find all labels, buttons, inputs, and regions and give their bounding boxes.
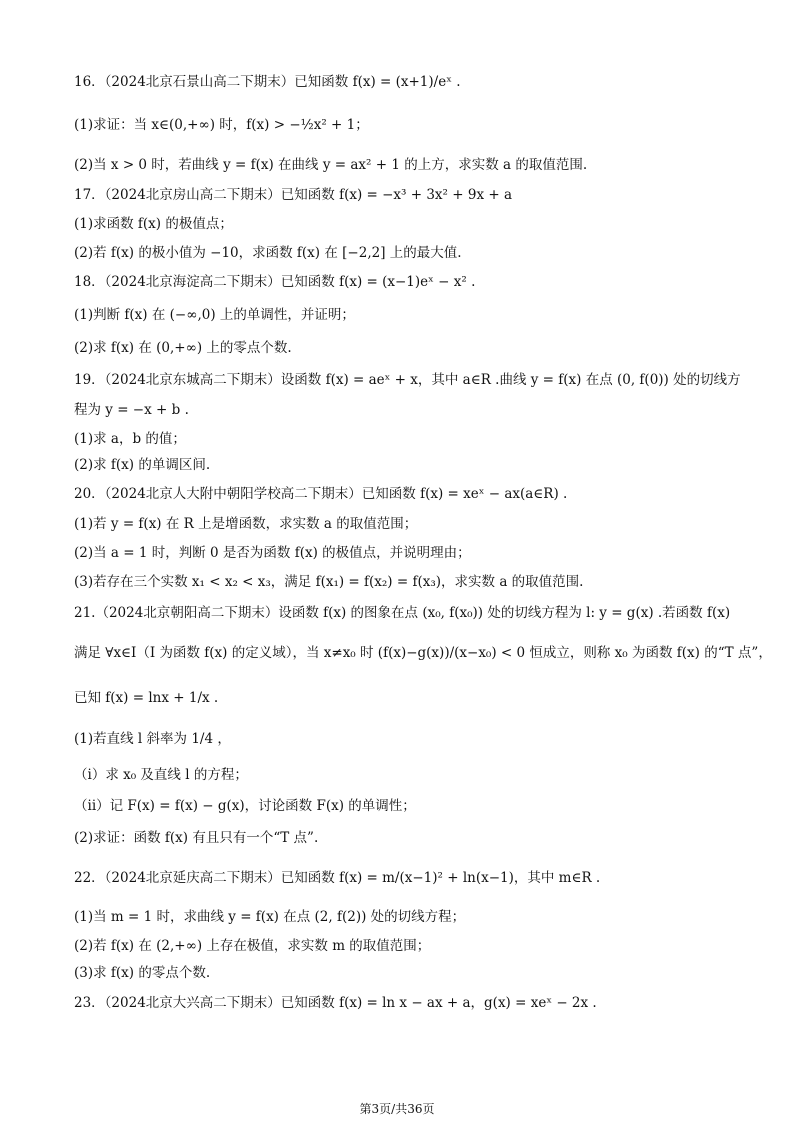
line-24: (2)求证：函数 f(x) 有且只有一个“T 点”.	[74, 830, 319, 846]
line-10: 19．（2024北京东城高二下期末）设函数 f(x) = aeˣ + x，其中 a∈R .曲线 y = f(x) 在点 (0, f(0)) 处的切线方	[74, 372, 741, 388]
line-5: (1)求函数 f(x) 的极值点；	[74, 216, 233, 232]
line-22: （i）求 x₀ 及直线 l 的方程；	[74, 767, 248, 783]
line-14: 20．（2024北京人大附中朝阳学校高二下期末）已知函数 f(x) = xeˣ − ax(a∈R) .	[74, 486, 568, 502]
line-15: (1)若 y = f(x) 在 R 上是增函数，求实数 a 的取值范围；	[74, 516, 418, 532]
line-27: (2)若 f(x) 在 (2,+∞) 上存在极值，求实数 m 的取值范围；	[74, 938, 431, 954]
line-16: (2)当 a = 1 时，判断 0 是否为函数 f(x) 的极值点，并说明理由；	[74, 545, 471, 561]
line-25: 22．（2024北京延庆高二下期末）已知函数 f(x) = m/(x−1)² + ln(x−1)，其中 m∈R .	[74, 870, 601, 886]
line-2: (1)求证：当 x∈(0,+∞) 时，f(x) > −½x² + 1；	[74, 117, 369, 133]
line-6: (2)若 f(x) 的极小值为 −10，求函数 f(x) 在 [−2,2] 上的最大值.	[74, 245, 462, 261]
line-17: (3)若存在三个实数 x₁ < x₂ < x₃，满足 f(x₁) = f(x₂) = f(x₃)，求实数 a 的取值范围.	[74, 574, 584, 590]
page-footer: 第3页/共36页	[359, 1102, 435, 1116]
line-8: (1)判断 f(x) 在 (−∞,0) 上的单调性，并证明；	[74, 307, 355, 323]
line-3: (2)当 x > 0 时，若曲线 y = f(x) 在曲线 y = ax² + 1 的上方，求实数 a 的取值范围.	[74, 157, 588, 173]
line-28: (3)求 f(x) 的零点个数.	[74, 965, 211, 981]
line-1: 16．（2024北京石景山高二下期末）已知函数 f(x) = (x+1)/eˣ .	[74, 74, 461, 90]
line-19: 满足 ∀x∈I（I 为函数 f(x) 的定义域），当 x≠x₀ 时 (f(x)−g(x))/(x−x₀) < 0 恒成立，则称 x₀ 为函数 f(x) 的“T 点”，	[74, 645, 772, 661]
line-21: (1)若直线 l 斜率为 1/4 ，	[74, 731, 231, 747]
line-12: (1)求 a，b 的值；	[74, 431, 186, 447]
line-13: (2)求 f(x) 的单调区间.	[74, 457, 211, 473]
line-7: 18．（2024北京海淀高二下期末）已知函数 f(x) = (x−1)eˣ − x² .	[74, 274, 476, 290]
line-20: 已知 f(x) = lnx + 1/x .	[74, 690, 219, 706]
line-26: (1)当 m = 1 时，求曲线 y = f(x) 在点 (2, f(2)) 处的切线方程；	[74, 909, 466, 925]
line-4: 17．（2024北京房山高二下期末）已知函数 f(x) = −x³ + 3x² + 9x + a	[74, 187, 512, 203]
line-23: （ii）记 F(x) = f(x) − g(x)，讨论函数 F(x) 的单调性；	[74, 798, 416, 814]
line-18: 21.（2024北京朝阳高二下期末）设函数 f(x) 的图象在点 (x₀, f(x₀)) 处的切线方程为 l: y = g(x) .若函数 f(x)	[74, 605, 731, 621]
line-9: (2)求 f(x) 在 (0,+∞) 上的零点个数.	[74, 340, 292, 356]
line-29: 23．（2024北京大兴高二下期末）已知函数 f(x) = ln x − ax + a，g(x) = xeˣ − 2x .	[74, 995, 597, 1011]
line-11: 程为 y = −x + b .	[74, 402, 189, 418]
